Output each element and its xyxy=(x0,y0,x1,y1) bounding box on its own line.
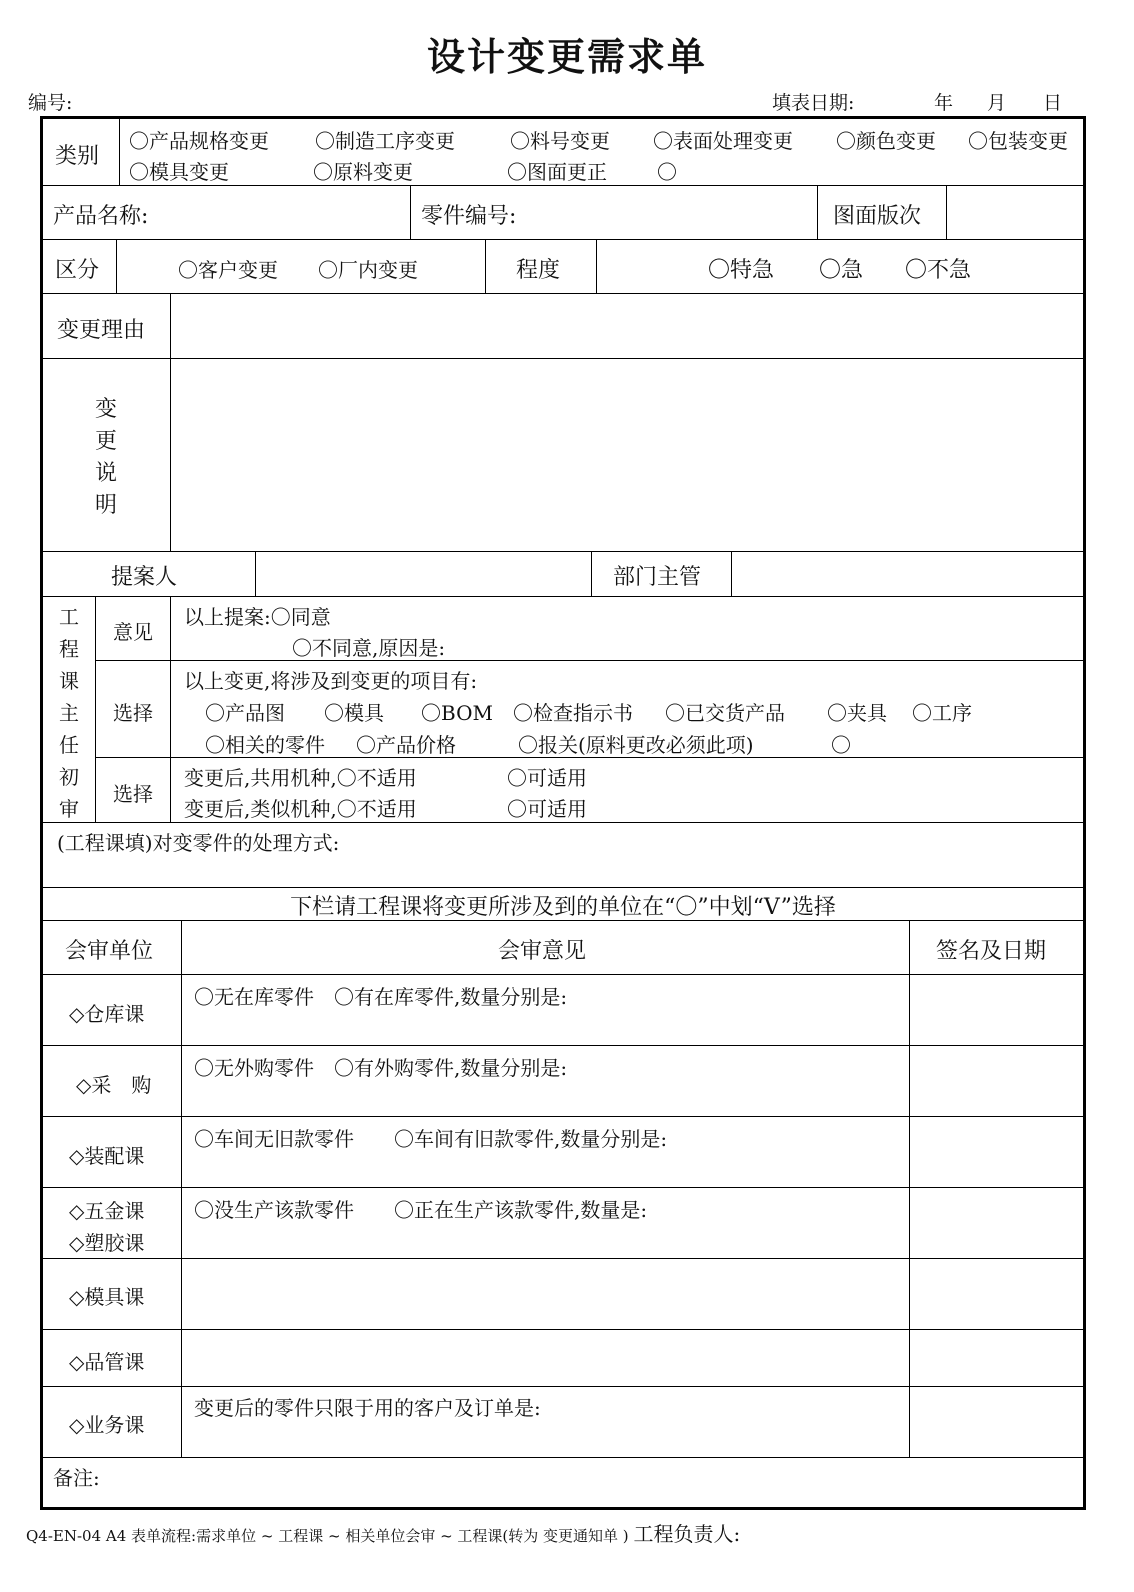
eng-char-4: 主 xyxy=(59,701,79,725)
category-label: 类别 xyxy=(55,144,100,169)
handling-method-label: (工程课填)对变零件的处理方式: xyxy=(57,831,340,855)
eng-char-5: 任 xyxy=(59,733,79,757)
change-reason-label: 变更理由 xyxy=(57,318,146,343)
unit-quality[interactable]: ◇品管课 xyxy=(69,1350,145,1374)
eng-char-3: 课 xyxy=(59,669,79,693)
review-opinion-header: 会审意见 xyxy=(498,939,587,964)
drawing-revision-label: 图面版次 xyxy=(833,204,922,229)
remarks-label: 备注: xyxy=(53,1466,100,1490)
item-product-drawing[interactable]: 〇产品图 xyxy=(205,701,285,725)
opinion-purchasing[interactable]: 〇无外购零件 〇有外购零件,数量分别是: xyxy=(194,1056,568,1080)
option-surface-change[interactable]: 〇表面处理变更 xyxy=(653,129,793,153)
dept-head-label: 部门主管 xyxy=(613,565,702,590)
opinion-disagree[interactable]: 〇不同意,原因是: xyxy=(292,636,446,660)
option-urgent[interactable]: 〇急 xyxy=(819,258,864,283)
date-year-label: 年 xyxy=(934,92,954,114)
footer-owner: 工程负责人: xyxy=(633,1522,741,1546)
unit-mold[interactable]: ◇模具课 xyxy=(69,1285,145,1309)
opinion-warehouse[interactable]: 〇无在库零件 〇有在库零件,数量分别是: xyxy=(194,985,568,1009)
opinion-sales[interactable]: 变更后的零件只限于用的客户及订单是: xyxy=(194,1396,541,1420)
desc-char-1: 变 xyxy=(95,397,118,422)
common-model-not-applicable[interactable]: 变更后,共用机种,〇不适用 xyxy=(184,766,417,790)
select2-label: 选择 xyxy=(113,782,153,806)
option-spec-change[interactable]: 〇产品规格变更 xyxy=(129,129,269,153)
review-unit-header: 会审单位 xyxy=(65,939,154,964)
review-sign-header: 签名及日期 xyxy=(936,939,1047,964)
similar-model-applicable[interactable]: 〇可适用 xyxy=(507,797,587,821)
option-part-no-change[interactable]: 〇料号变更 xyxy=(510,129,610,153)
eng-char-6: 初 xyxy=(59,765,79,789)
item-other[interactable]: 〇 xyxy=(831,733,851,757)
option-mold-change[interactable]: 〇模具变更 xyxy=(129,160,229,184)
option-material-change[interactable]: 〇原料变更 xyxy=(313,160,413,184)
eng-char-7: 审 xyxy=(59,797,79,821)
option-customer-change[interactable]: 〇客户变更 xyxy=(178,258,278,282)
item-mold[interactable]: 〇模具 xyxy=(324,701,384,725)
part-number-label: 零件编号: xyxy=(421,204,517,229)
form-table xyxy=(40,116,1086,1510)
desc-char-4: 明 xyxy=(95,493,118,518)
option-not-urgent[interactable]: 〇不急 xyxy=(905,258,972,283)
desc-char-3: 说 xyxy=(95,461,118,486)
date-month-label: 月 xyxy=(987,92,1007,114)
eng-char-1: 工 xyxy=(59,605,79,629)
eng-char-2: 程 xyxy=(59,637,79,661)
opinion-production[interactable]: 〇没生产该款零件 〇正在生产该款零件,数量是: xyxy=(194,1198,648,1222)
common-model-applicable[interactable]: 〇可适用 xyxy=(507,766,587,790)
division-label: 区分 xyxy=(55,258,100,283)
desc-char-2: 更 xyxy=(95,429,118,454)
item-inspection-instruction[interactable]: 〇检查指示书 xyxy=(513,701,633,725)
unit-warehouse[interactable]: ◇仓库课 xyxy=(69,1002,145,1026)
item-delivered-product[interactable]: 〇已交货产品 xyxy=(665,701,785,725)
select-intro: 以上变更,将涉及到变更的项目有: xyxy=(184,669,478,693)
select-label: 选择 xyxy=(113,701,153,725)
form-footer xyxy=(26,1518,740,1547)
item-bom[interactable]: 〇BOM xyxy=(421,701,493,725)
item-customs[interactable]: 〇报关(原料更改必须此项) xyxy=(518,733,754,757)
review-instruction: 下栏请工程课将变更所涉及到的单位在“〇”中划“V”选择 xyxy=(290,895,836,920)
similar-model-not-applicable[interactable]: 变更后,类似机种,〇不适用 xyxy=(184,797,417,821)
option-drawing-correction[interactable]: 〇图面更正 xyxy=(507,160,607,184)
option-process-change[interactable]: 〇制造工序变更 xyxy=(315,129,455,153)
form-title: 设计变更需求单 xyxy=(426,35,707,79)
option-inhouse-change[interactable]: 〇厂内变更 xyxy=(318,258,418,282)
item-process[interactable]: 〇工序 xyxy=(912,701,972,725)
fill-date-label: 填表日期: xyxy=(772,92,855,114)
unit-hardware[interactable]: ◇五金课 xyxy=(69,1199,145,1223)
option-other[interactable]: 〇 xyxy=(657,160,677,184)
unit-plastics[interactable]: ◇塑胶课 xyxy=(69,1231,145,1255)
option-package-change[interactable]: 〇包装变更 xyxy=(968,129,1068,153)
option-color-change[interactable]: 〇颜色变更 xyxy=(836,129,936,153)
form-number-label: 编号: xyxy=(28,92,73,114)
option-very-urgent[interactable]: 〇特急 xyxy=(708,258,775,283)
item-fixture[interactable]: 〇夹具 xyxy=(827,701,887,725)
opinion-assembly[interactable]: 〇车间无旧款零件 〇车间有旧款零件,数量分别是: xyxy=(194,1127,668,1151)
opinion-agree[interactable]: 以上提案:〇同意 xyxy=(184,605,331,629)
opinion-label: 意见 xyxy=(113,620,153,644)
unit-purchasing[interactable]: ◇采 购 xyxy=(76,1073,152,1097)
footer-flow: Q4-EN-04 A4 表单流程:需求单位 ~ 工程课 ~ 相关单位会审 ~ 工程课(转为 变更通知单 ) xyxy=(26,1527,629,1545)
item-product-price[interactable]: 〇产品价格 xyxy=(356,733,456,757)
product-name-label: 产品名称: xyxy=(53,204,149,229)
proposer-label: 提案人 xyxy=(111,565,178,590)
unit-sales[interactable]: ◇业务课 xyxy=(69,1413,145,1437)
unit-assembly[interactable]: ◇装配课 xyxy=(69,1144,145,1168)
item-related-parts[interactable]: 〇相关的零件 xyxy=(205,733,325,757)
degree-label: 程度 xyxy=(516,258,561,283)
date-day-label: 日 xyxy=(1043,92,1063,114)
